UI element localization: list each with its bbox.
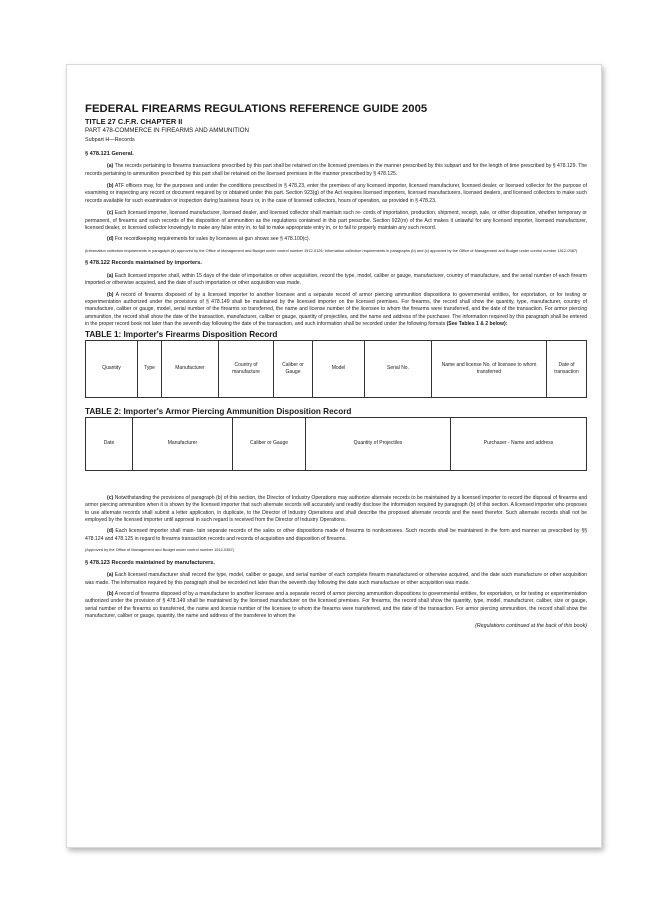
paragraph-text: Each licensed importer, licensed manufacturer, licensed dealer, and licensed collector shall maintain such re- cords of importation, production, shipment, receipt, sale, or other disposition, whether temporary or permanent, of firearms and such records of the disposition of ammunition as the regulations contained in this part prescribe. Section 922(m) of the Act makes it unlawful for any licensed importer, licensed manufacturer, licensed dealer, or licensed collector knowingly to make any false entry in, to fail to make appropriate entry in, or to fail to properly maintain any such record. (85, 210, 587, 231)
paragraph-label: (b) (107, 591, 114, 598)
section-478-121-heading: § 478.121 General. (85, 150, 134, 157)
omb-note-121: (Information collection requirements in paragraph (a) approved by the Office of Management and Budget under control number 1512-0126; information collection requirements in paragraphs (b) and (c) approved by the Office of Management and Budget under control number 1512-0387) (85, 247, 578, 253)
table-2-column-header: Quantity of Projectiles (306, 417, 451, 470)
paragraph-text: Each licensed importer shall main- tain separate records of the sales or other dispositions made of firearms to nonlicensees. Such records shall be maintained in the form and manner as prescribed by §§ 478.124 and 478.125 in regard to firearms transaction records and records of acquisition and disposition of firearms. (85, 528, 587, 542)
paragraph-123-b (85, 591, 587, 621)
table-2-column-header: Purchaser - Name and address (451, 417, 587, 470)
section-478-123-heading: § 478.123 Records maintained by manufacturers. (85, 559, 215, 566)
paragraph-122-a (85, 273, 587, 288)
document-title: FEDERAL FIREARMS REGULATIONS REFERENCE GUIDE 2005 (85, 103, 428, 115)
document-page (66, 64, 602, 848)
paragraph-121-d (85, 236, 587, 243)
table-2-column-header: Caliber or Gauge (233, 417, 306, 470)
paragraph-label: (b) (107, 182, 114, 189)
paragraph-label: (a) (107, 163, 114, 170)
paragraph-text: Each licensed manufacturer shall record the type, model, caliber or gauge, and serial number of each complete firearm manufactured or otherwise acquired, and the date such manufacture or other acquisition was made. The information required by this paragraph shall be recorded not later than the seventh day following the date such manufacture or other acquisition was made. (85, 572, 587, 586)
paragraph-label: (d) (107, 528, 114, 535)
table-1-column-header: Model (313, 340, 365, 397)
part-heading: PART 478-COMMERCE IN FIREARMS AND AMMUNITION (85, 127, 249, 134)
subpart-heading: Subpart H—Records (85, 136, 135, 143)
table-1-column-header: Caliber or Gauge (274, 340, 313, 397)
paragraph-label: (a) (107, 572, 114, 579)
continued-note: (Regulations continued at the back of this book) (475, 622, 587, 629)
omb-note-122: (Approved by the Office of Management and Budget under control number 1512-0387) (85, 547, 234, 553)
paragraph-label: (b) (107, 291, 114, 298)
paragraph-121-a (85, 163, 587, 178)
table-1-column-header: Quantity (86, 340, 138, 397)
paragraph-123-a (85, 572, 587, 587)
table-1-title: TABLE 1: Importer's Firearms Disposition Record (85, 329, 278, 339)
paragraph-122-d (85, 528, 587, 543)
tables-reference: (See Tables 1 & 2 below): (446, 321, 508, 328)
table-row (86, 340, 587, 397)
table-2-column-header: Manufacturer (133, 417, 233, 470)
paragraph-text: Notwithstanding the provisions of paragraph (b) of this section, the Director of Industry Operations may authorize alternate records to be maintained by a licensed importer to record the disposal of firearms and armor piercing ammunition when it is shown by the licensed importer that such alternate records will accurately and readily disclose the information required by paragraph (b) of this section. A licensed importer who proposes to use alternate records shall submit a letter application, in duplicate, to the Director of Industry Operations and shall describe the proposed alternate records and the need therefor. Such alternate records shall not be employed by the licensed importer until approval in such regard is received from the Director of Industry Operations. (85, 494, 587, 523)
paragraph-121-c (85, 210, 587, 232)
table-2-importers-armor-piercing-ammunition-disposition (85, 417, 587, 471)
table-1-column-header: Type (138, 340, 162, 397)
paragraph-text: For recordkeeping requirements for sales by licensees at gun shows see § 478.100(c). (113, 236, 311, 243)
paragraph-label: (a) (107, 272, 114, 279)
paragraph-text: Each licensed importer shall, within 15 days of the date of importation or other acquisition, record the type, model, caliber or gauge, manufacturer, country of manufacture, and the serial number of each firearm imported or otherwise acquired, and the date of such importation or other acquisition was made. (85, 272, 587, 287)
paragraph-122-b (85, 292, 587, 329)
table-1-column-header: Serial No. (365, 340, 432, 397)
paragraph-label: (c) (107, 494, 114, 501)
table-1-column-header: Date of transaction (547, 340, 587, 397)
table-1-column-header: Country of manufacture (219, 340, 274, 397)
table-1-column-header: Name and license No. of licensee to whom transferred (432, 340, 547, 397)
table-2-title: TABLE 2: Importer's Armor Piercing Ammunition Disposition Record (85, 406, 352, 416)
document-subtitle: TITLE 27 C.F.R. CHAPTER II (85, 117, 183, 126)
table-1-column-header: Manufacturer (162, 340, 219, 397)
document-content (85, 103, 587, 629)
paragraph-121-b (85, 183, 587, 205)
table-row (86, 417, 587, 470)
table-2-column-header: Date (86, 417, 133, 470)
section-478-122-heading: § 478.122 Records maintained by importers. (85, 260, 202, 267)
paragraph-label: (c) (107, 210, 114, 217)
paragraph-122-c (85, 495, 587, 525)
paragraph-label: (d) (107, 236, 114, 243)
paragraph-text: A record of firearms disposed of by a manufacturer to another licensee and a separate record of armor piercing ammunition dispositions to governmental entities, for exportation, or for testing or experimentation authorized under the provision of § 478.149 shall be maintained by the licensed manufacturer on the licensed premises. For firearms, the record shall show the quantity, type, model, manufacturer, caliber, size or gauge, serial number of the firearms so transferred, the name and license number of the licensee to whom the firearms were transferred, and the date of the transaction. For armor piercing ammunition, the record shall show the manufacturer, caliber or gauge, quantity, the name and address of the transferee to whom the (85, 591, 587, 620)
paragraph-text: A record of firearms disposed of by a licensed importer to another licensee and a separate record of armor piercing ammunition dispositions to governmental entities, for exportation, or for testing or experimentation authorized under the provisions of § 478.149 shall be maintained by the licensed importer on the licensed premises. For firearms, the record shall show the quantity, type, manufacturer, country of manufacture, caliber or gauge, model, serial number of the firearms so transferred, the name and license number of the licensee to whom the firearms were transferred, and the date of the transaction. For armor piercing ammunition, the record shall show the date of the transaction, manufacturer, caliber or gauge, quantity of projectiles, and the name and address of the purchaser. The information required by this paragraph shall be entered in the proper record book not later than the seventh day following the date of the transaction, and such information shall be recorded under the following formats (85, 291, 587, 328)
paragraph-text: The records pertaining to firearms transactions prescribed by this part shall be retained on the licensed premises in the manner prescribed by this subpart and for the length of time prescribed by § 478.129. The records pertaining to ammunition prescribed by this part shall be retained on the licensed premises in the manner prescribed by § 478.125. (85, 163, 587, 177)
table-1-importers-firearms-disposition (85, 340, 587, 398)
paragraph-text: ATF officers may, for the purposes and under the conditions prescribed in § 478.23, enter the premises of any licensed importer, licensed manufacturer, licensed dealer, or licensed collector for the purpose of examining or inspecting any record or document required by or obtained under this part. Section 923(g) of the Act requires licensed importers, licensed manufacturers, licensed dealers, and licensed collectors to make such records available for such examination or inspection during business hours or, in the case of licensed collectors, hours of operation, as provided in § 478.23. (85, 182, 587, 204)
